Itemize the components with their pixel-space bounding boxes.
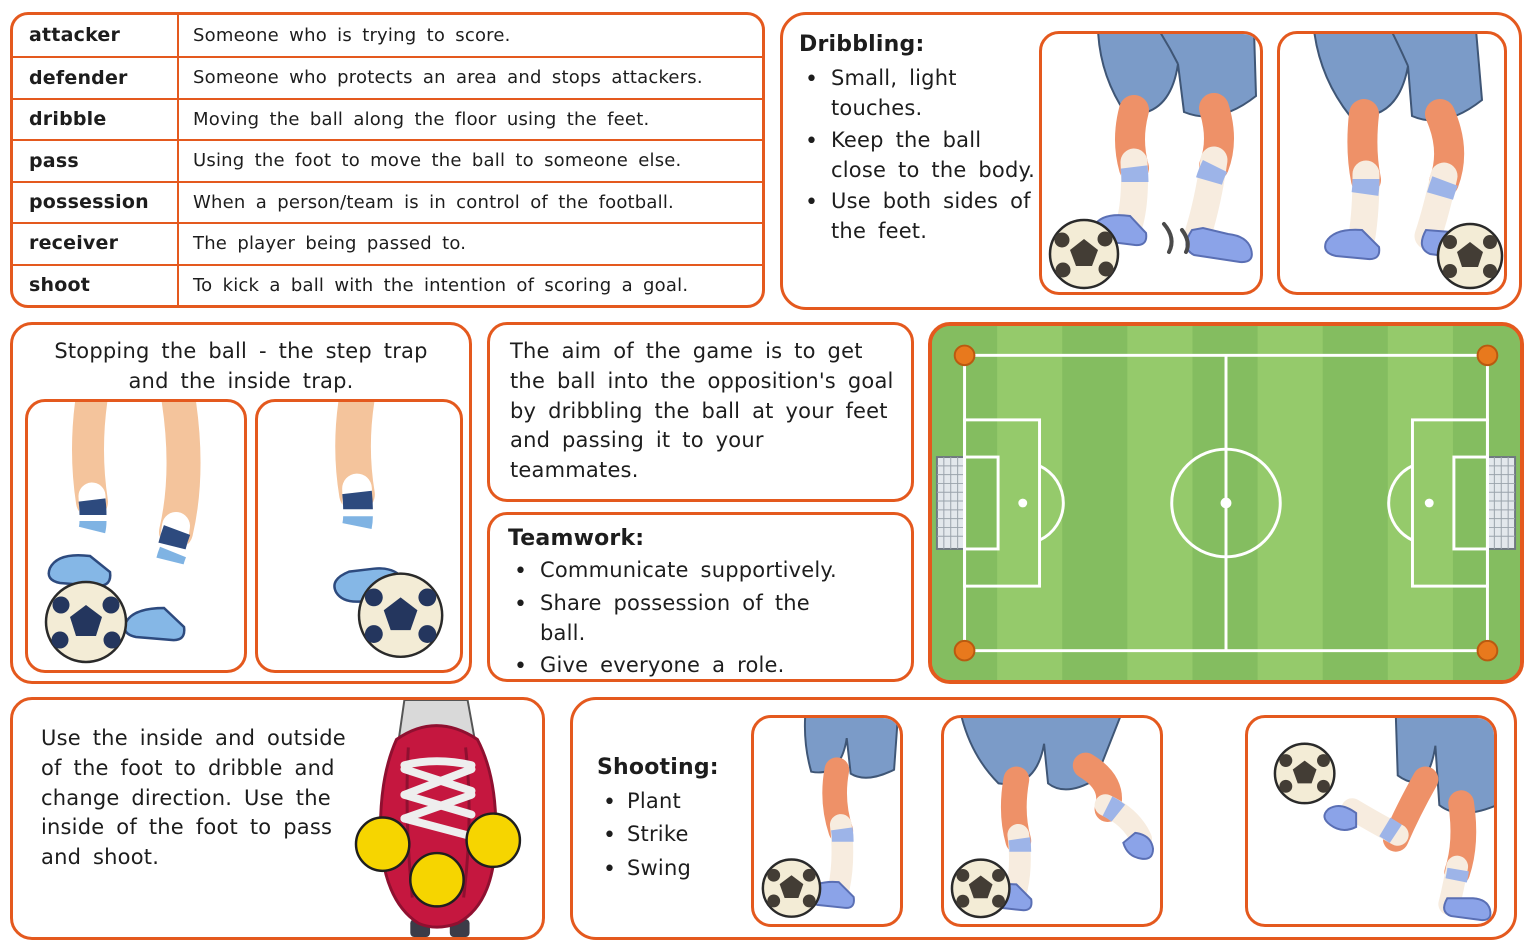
list-item	[597, 787, 757, 818]
definition-cell: To kick a ball with the intention of scoring a goal.	[193, 274, 689, 296]
football-icon	[1275, 744, 1334, 803]
bullet-text: Share possession of the ball.	[540, 591, 810, 646]
technique-section	[10, 697, 545, 940]
table-row	[13, 15, 762, 56]
table-row	[13, 139, 762, 180]
definition-cell: Moving the ball along the floor using the feet.	[193, 108, 650, 130]
step-trap-icon	[28, 402, 244, 670]
teamwork-title: Teamwork:	[508, 526, 645, 551]
dribbling-title: Dribbling:	[799, 32, 925, 57]
dribbling-illustration-2	[1277, 31, 1507, 295]
football-icon	[1050, 220, 1118, 288]
aim-section	[487, 322, 914, 502]
bullet-text: Use both sides of the feet.	[831, 189, 1031, 244]
list-item	[597, 854, 757, 885]
stopping-section	[10, 322, 472, 684]
football-icon	[46, 582, 126, 662]
shooting-text	[597, 752, 757, 885]
stopping-title: Stopping the ball - the step trap and the inside trap.	[54, 339, 428, 393]
list-item	[799, 187, 1041, 247]
bullet-icon: •	[805, 190, 819, 216]
boot-illustration	[334, 700, 534, 937]
dribbling-touch-icon	[1042, 34, 1260, 292]
plant-step-icon	[754, 718, 900, 924]
football-pitch-illustration	[928, 322, 1524, 684]
football-icon	[952, 860, 1009, 917]
table-row	[13, 56, 762, 97]
bullet-text: Small, light touches.	[831, 66, 957, 121]
football-icon	[359, 574, 442, 657]
bullet-text: Keep the ball close to the body.	[831, 127, 1035, 182]
bullet-icon: •	[805, 67, 819, 93]
dribbling-text	[799, 29, 1041, 247]
shooting-plant-illustration	[751, 715, 903, 927]
bullet-icon: •	[514, 654, 528, 680]
shooting-section	[570, 697, 1517, 940]
term-cell: defender	[13, 58, 179, 97]
bullet-icon: •	[514, 592, 528, 618]
bullet-icon: •	[514, 559, 528, 585]
bullet-icon: •	[603, 790, 617, 816]
table-row	[13, 222, 762, 263]
list-item	[597, 820, 757, 851]
bullet-text: Strike	[627, 822, 689, 847]
inside-trap-illustration	[255, 399, 463, 673]
football-icon	[1438, 224, 1502, 288]
list-item	[799, 64, 1041, 124]
dribbling-illustration-1	[1039, 31, 1263, 295]
shooting-swing-illustration	[1245, 715, 1497, 927]
term-cell: dribble	[13, 100, 179, 139]
shooting-strike-illustration	[941, 715, 1163, 927]
term-cell: possession	[13, 183, 179, 222]
definition-cell: Someone who is trying to score.	[193, 24, 511, 46]
teamwork-section	[487, 512, 914, 682]
bullet-text: Plant	[627, 789, 681, 814]
glossary-table	[10, 12, 765, 308]
bullet-icon: •	[805, 128, 819, 154]
dribbling-sides-icon	[1280, 34, 1504, 292]
bullet-icon: •	[603, 856, 617, 882]
list-item	[508, 651, 901, 682]
definition-cell: Using the foot to move the ball to someone else.	[193, 150, 682, 172]
definition-cell: Someone who protects an area and stops attackers.	[193, 67, 703, 89]
football-pitch-icon	[932, 326, 1520, 680]
bullet-text: Swing	[627, 855, 691, 880]
technique-text: Use the inside and outside of the foot to dribble and change direction. Use the inside of the foot to pass and shoot.	[41, 726, 346, 870]
football-icon	[763, 859, 820, 916]
table-row	[13, 98, 762, 139]
term-cell: attacker	[13, 15, 179, 56]
term-cell: shoot	[13, 266, 179, 305]
bullet-text: Communicate supportively.	[540, 558, 837, 583]
bullet-text: Give everyone a role.	[540, 653, 785, 678]
list-item	[508, 556, 901, 587]
table-row	[13, 181, 762, 222]
football-boot-icon	[334, 700, 534, 937]
strike-icon	[944, 718, 1160, 924]
dribbling-section	[780, 12, 1522, 310]
list-item	[508, 589, 901, 649]
list-item	[799, 126, 1041, 186]
definition-cell: The player being passed to.	[193, 233, 467, 255]
inside-trap-icon	[258, 402, 460, 670]
bullet-icon: •	[603, 823, 617, 849]
term-cell: receiver	[13, 224, 179, 263]
shooting-title: Shooting:	[597, 755, 719, 780]
swing-icon	[1248, 718, 1494, 924]
table-row	[13, 264, 762, 305]
step-trap-illustration	[25, 399, 247, 673]
definition-cell: When a person/team is in control of the football.	[193, 191, 674, 213]
aim-text: The aim of the game is to get the ball into the opposition's goal by dribbling the ball at your feet and passing it to your teammates.	[510, 339, 894, 483]
term-cell: pass	[13, 141, 179, 180]
